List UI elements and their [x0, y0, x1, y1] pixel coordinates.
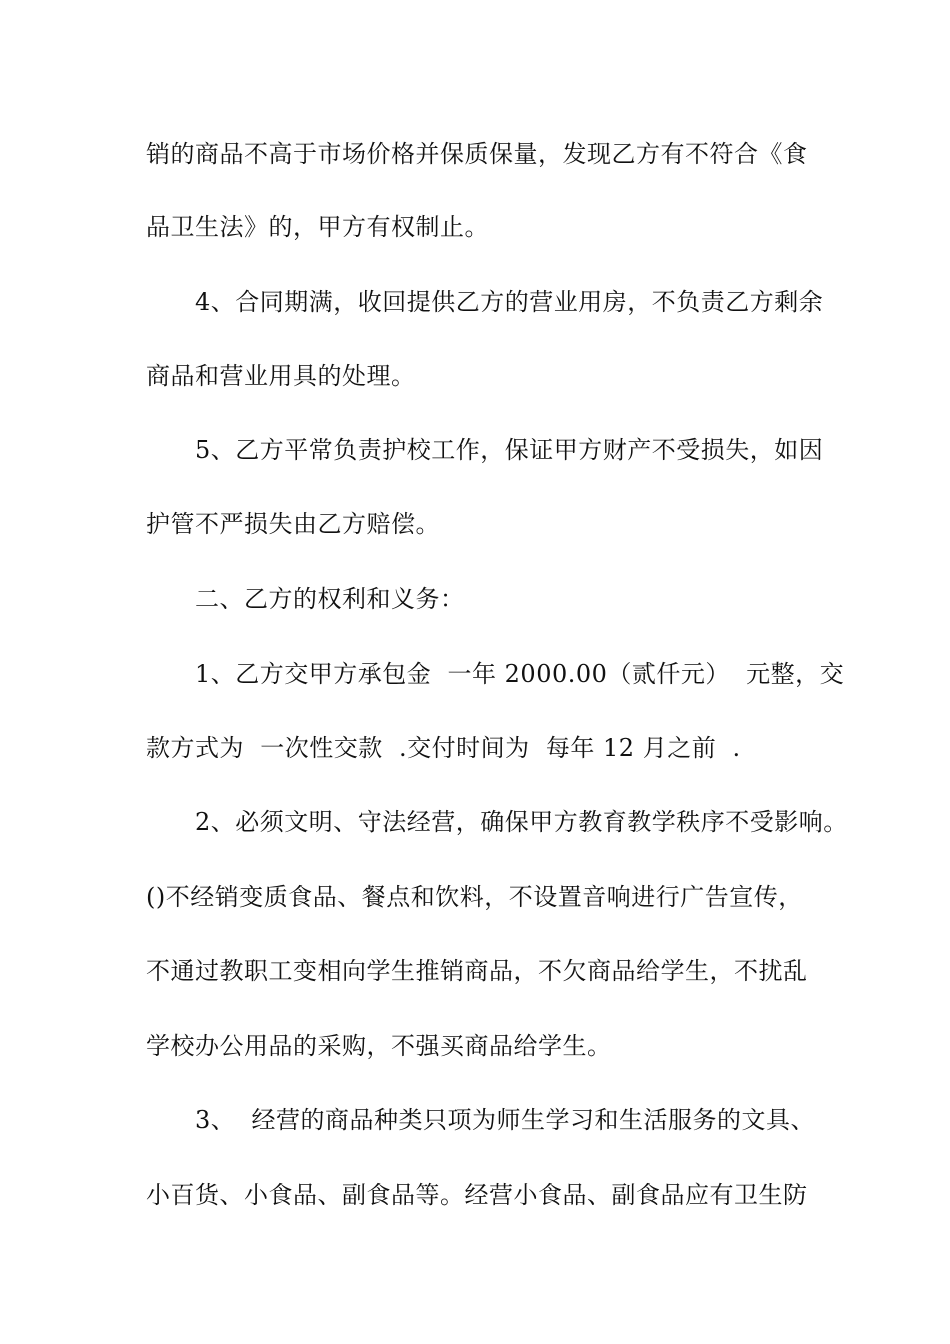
text-line: 5、乙方平常负责护校工作，保证甲方财产不受损失，如因: [195, 436, 824, 464]
text-line: 2、必须文明、守法经营，确保甲方教育教学秩序不受影响。: [195, 808, 848, 836]
text-line: 学校办公用品的采购，不强买商品给学生。: [146, 1032, 612, 1060]
text-line: ()不经销变质食品、餐点和饮料，不设置音响进行广告宣传，: [146, 883, 803, 911]
text-line: 品卫生法》的，甲方有权制止。: [146, 213, 489, 241]
section-heading: 二、乙方的权利和义务：: [195, 585, 465, 613]
text-line: 3、 经营的商品种类只项为师生学习和生活服务的文具、: [195, 1106, 816, 1134]
text-line: 小百货、小食品、副食品等。经营小食品、副食品应有卫生防: [146, 1181, 808, 1209]
text-line: 护管不严损失由乙方赔偿。: [146, 510, 440, 538]
text-line: 1、乙方交甲方承包金 一年 2000.00（贰仟元） 元整，交: [195, 660, 845, 688]
text-line: 不通过教职工变相向学生推销商品，不欠商品给学生，不扰乱: [146, 957, 808, 985]
text-line: 销的商品不高于市场价格并保质保量，发现乙方有不符合《食: [146, 140, 808, 168]
text-line: 商品和营业用具的处理。: [146, 362, 416, 390]
text-line: 4、合同期满，收回提供乙方的营业用房，不负责乙方剩余: [195, 288, 824, 316]
text-line: 款方式为 一次性交款 .交付时间为 每年 12 月之前 .: [146, 734, 741, 762]
